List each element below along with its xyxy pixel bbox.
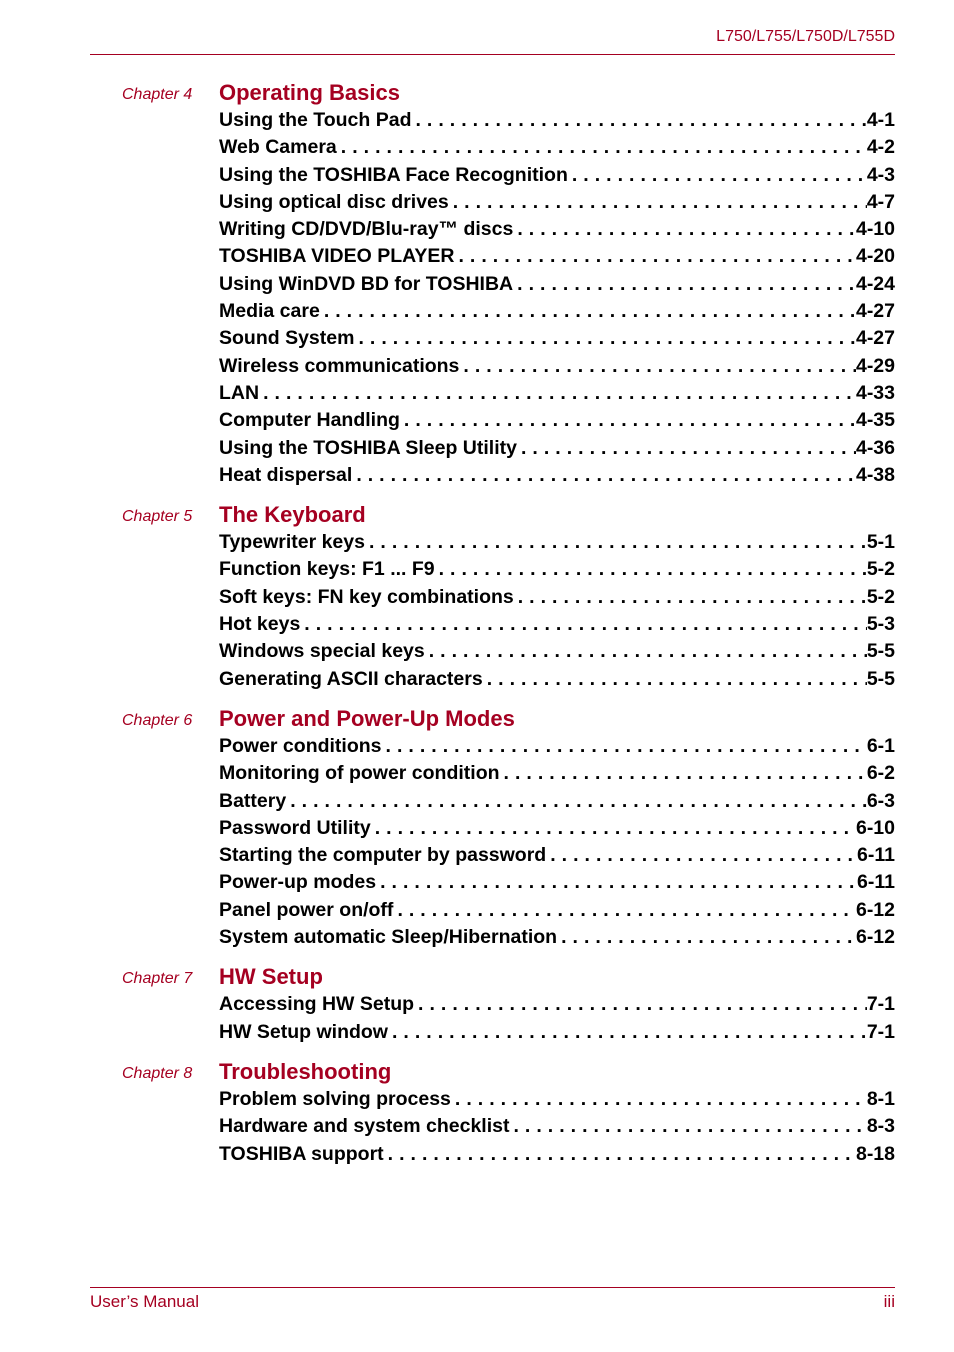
dot-leader xyxy=(435,556,867,582)
toc-entry-title: Writing CD/DVD/Blu-ray™ discs xyxy=(219,218,514,241)
dot-leader xyxy=(455,243,856,269)
chapter-section xyxy=(0,1058,954,1168)
toc-entry-page: 6-10 xyxy=(855,816,895,839)
toc-entry-page: 7-1 xyxy=(866,993,895,1016)
dot-leader xyxy=(384,1141,856,1167)
toc-entry-title: Panel power on/off xyxy=(219,898,394,921)
dot-leader xyxy=(449,189,867,215)
dot-leader xyxy=(354,325,856,351)
chapter-label: Chapter 5 xyxy=(122,508,193,526)
dot-leader xyxy=(451,1086,867,1112)
toc-entry[interactable] xyxy=(219,407,895,434)
footer-page-number: iii xyxy=(883,1292,895,1311)
dot-leader xyxy=(352,462,856,488)
toc-entry-page: 6-1 xyxy=(866,734,895,757)
toc-entry-page: 4-24 xyxy=(855,272,895,295)
toc-entry[interactable] xyxy=(219,1141,895,1168)
toc-entry-page: 4-27 xyxy=(855,300,895,323)
footer-manual-label: User’s Manual xyxy=(90,1292,199,1311)
toc-entry[interactable] xyxy=(219,869,895,896)
dot-leader xyxy=(365,529,867,555)
dot-leader xyxy=(425,638,867,664)
dot-leader xyxy=(509,1113,866,1139)
toc-entry-title: Using the TOSHIBA Sleep Utility xyxy=(219,436,517,459)
dot-leader xyxy=(400,407,856,433)
toc-entry-page: 8-3 xyxy=(866,1115,895,1138)
toc-entry-title: Hot keys xyxy=(219,613,301,636)
toc-entry-page: 4-3 xyxy=(866,163,895,186)
toc-entry[interactable] xyxy=(219,788,895,815)
dot-leader xyxy=(483,666,867,692)
toc-entry-title: Power conditions xyxy=(219,734,382,757)
toc-entry-page: 5-5 xyxy=(866,640,895,663)
chapter-title-link[interactable]: HW Setup xyxy=(219,964,323,990)
toc-entry-page: 4-10 xyxy=(855,218,895,241)
dot-leader xyxy=(382,733,867,759)
toc-entry[interactable] xyxy=(219,243,895,270)
toc-entry-page: 4-7 xyxy=(866,190,895,213)
toc-entry-page: 8-1 xyxy=(866,1087,895,1110)
chapter-label: Chapter 4 xyxy=(122,86,193,103)
toc-entry[interactable] xyxy=(219,897,895,924)
dot-leader xyxy=(393,897,856,923)
toc-entry[interactable] xyxy=(219,271,895,298)
toc-entry-page: 6-11 xyxy=(857,844,895,867)
toc-entry-page: 4-20 xyxy=(855,245,895,268)
toc-entry[interactable] xyxy=(219,666,895,693)
chapter-section xyxy=(0,79,954,489)
toc-entry[interactable] xyxy=(219,584,895,611)
dot-leader xyxy=(259,380,856,406)
toc-entry[interactable] xyxy=(219,435,895,462)
toc-entry-title: Starting the computer by password xyxy=(219,844,547,867)
toc-entry-page: 5-2 xyxy=(866,558,895,581)
toc-entry[interactable] xyxy=(219,556,895,583)
toc-entry[interactable] xyxy=(219,134,895,161)
toc-entry-title: Media care xyxy=(219,300,320,323)
toc-entry[interactable] xyxy=(219,162,895,189)
toc-entry-title: Heat dispersal xyxy=(219,463,353,486)
chapter-title-link[interactable]: Power and Power-Up Modes xyxy=(219,705,515,731)
dot-leader xyxy=(517,435,856,461)
toc-entry[interactable] xyxy=(219,298,895,325)
chapter-label: Chapter 7 xyxy=(122,970,193,988)
chapter-section xyxy=(0,705,954,951)
toc-entry-page: 6-12 xyxy=(855,898,895,921)
toc-entry-title: Sound System xyxy=(219,327,355,350)
toc-entry-title: Typewriter keys xyxy=(219,531,365,554)
toc-entry[interactable] xyxy=(219,1113,895,1140)
toc-entry-title: Problem solving process xyxy=(219,1087,451,1110)
toc-entry-page: 5-2 xyxy=(866,585,895,608)
toc-entry[interactable] xyxy=(219,216,895,243)
toc-entry-title: Battery xyxy=(219,789,287,812)
toc-entry[interactable] xyxy=(219,611,895,638)
toc-entry-page: 6-12 xyxy=(855,926,895,949)
chapter-label: Chapter 6 xyxy=(122,711,193,729)
toc-entry-page: 8-18 xyxy=(855,1142,895,1165)
toc-entry[interactable] xyxy=(219,107,895,134)
toc-entry-page: 4-36 xyxy=(855,436,895,459)
toc-entry-page: 4-1 xyxy=(866,109,895,131)
dot-leader xyxy=(286,788,867,814)
toc-entry-title: Web Camera xyxy=(219,136,337,159)
toc-entry[interactable] xyxy=(219,760,895,787)
chapter-title-link[interactable]: Troubleshooting xyxy=(219,1058,392,1084)
toc-entry-title: Wireless communications xyxy=(219,354,460,377)
toc-entry-page: 6-2 xyxy=(866,762,895,785)
dot-leader xyxy=(300,611,867,637)
chapter-section xyxy=(0,501,954,693)
dot-leader xyxy=(411,107,866,133)
toc-entry-page: 4-2 xyxy=(866,136,895,159)
toc-entry-title: Accessing HW Setup xyxy=(219,993,415,1016)
toc-entry-title: Using WinDVD BD for TOSHIBA xyxy=(219,272,514,295)
toc-entry[interactable] xyxy=(219,815,895,842)
chapter-title-link[interactable]: Operating Basics xyxy=(219,80,400,105)
toc-entry[interactable] xyxy=(219,1019,895,1046)
toc-entry-page: 5-3 xyxy=(866,613,895,636)
dot-leader xyxy=(500,760,867,786)
toc-entry[interactable] xyxy=(219,924,895,951)
dot-leader xyxy=(514,584,867,610)
toc-entry-title: System automatic Sleep/Hibernation xyxy=(219,926,558,949)
toc-entry-title: HW Setup window xyxy=(219,1020,388,1043)
footer-rule xyxy=(90,1287,895,1288)
toc-entry[interactable] xyxy=(219,638,895,665)
dot-leader xyxy=(320,298,856,324)
toc-entry-title: TOSHIBA support xyxy=(219,1142,384,1165)
dot-leader xyxy=(546,842,857,868)
toc-entry-title: Windows special keys xyxy=(219,640,425,663)
toc-entry-page: 5-5 xyxy=(866,667,895,690)
dot-leader xyxy=(371,815,856,841)
toc-entry-title: Using the TOSHIBA Face Recognition xyxy=(219,163,568,186)
toc-entry[interactable] xyxy=(219,842,895,869)
dot-leader xyxy=(513,271,856,297)
dot-leader xyxy=(376,869,857,895)
chapter-section xyxy=(0,963,954,1046)
header-model-title: L750/L755/L750D/L755D xyxy=(716,28,895,45)
toc-entry-page: 4-35 xyxy=(855,409,895,432)
toc-entry-page: 6-11 xyxy=(857,871,895,894)
toc-entry-title: Soft keys: FN key combinations xyxy=(219,585,514,608)
toc-entry-title: Generating ASCII characters xyxy=(219,667,483,690)
toc-entry-title: Using the Touch Pad xyxy=(219,109,412,131)
dot-leader xyxy=(388,1019,867,1045)
dot-leader xyxy=(459,353,856,379)
toc-entry[interactable] xyxy=(219,189,895,216)
dot-leader xyxy=(513,216,856,242)
toc-entry[interactable] xyxy=(219,353,895,380)
toc-entry-title: Computer Handling xyxy=(219,409,400,432)
table-of-contents xyxy=(0,79,954,1180)
toc-entry-page: 4-29 xyxy=(855,354,895,377)
toc-entry-page: 6-3 xyxy=(866,789,895,812)
toc-entry-title: Function keys: F1 ... F9 xyxy=(219,558,435,581)
chapter-title-link[interactable]: The Keyboard xyxy=(219,502,366,528)
toc-entry-page: 4-33 xyxy=(855,381,895,404)
toc-entry[interactable] xyxy=(219,462,895,489)
toc-entry[interactable] xyxy=(219,325,895,352)
toc-entry[interactable] xyxy=(219,991,895,1018)
toc-entry-title: Monitoring of power condition xyxy=(219,762,500,785)
toc-entry-page: 5-1 xyxy=(866,531,895,554)
toc-entry-title: Password Utility xyxy=(219,816,371,839)
toc-entry[interactable] xyxy=(219,529,895,556)
header-rule xyxy=(90,54,895,55)
toc-entry-title: LAN xyxy=(219,381,260,404)
toc-entry[interactable] xyxy=(219,733,895,760)
toc-entry[interactable] xyxy=(219,1086,895,1113)
toc-entry-title: TOSHIBA VIDEO PLAYER xyxy=(219,245,455,268)
dot-leader xyxy=(568,162,867,188)
dot-leader xyxy=(414,991,867,1017)
toc-entry-title: Using optical disc drives xyxy=(219,190,449,213)
toc-entry-page: 7-1 xyxy=(866,1020,895,1043)
toc-entry-page: 4-27 xyxy=(855,327,895,350)
toc-entry-title: Hardware and system checklist xyxy=(219,1115,510,1138)
chapter-label: Chapter 8 xyxy=(122,1064,193,1082)
dot-leader xyxy=(557,924,856,950)
dot-leader xyxy=(337,134,867,160)
toc-entry-title: Power-up modes xyxy=(219,871,377,894)
toc-entry[interactable] xyxy=(219,380,895,407)
toc-entry-page: 4-38 xyxy=(855,463,895,486)
